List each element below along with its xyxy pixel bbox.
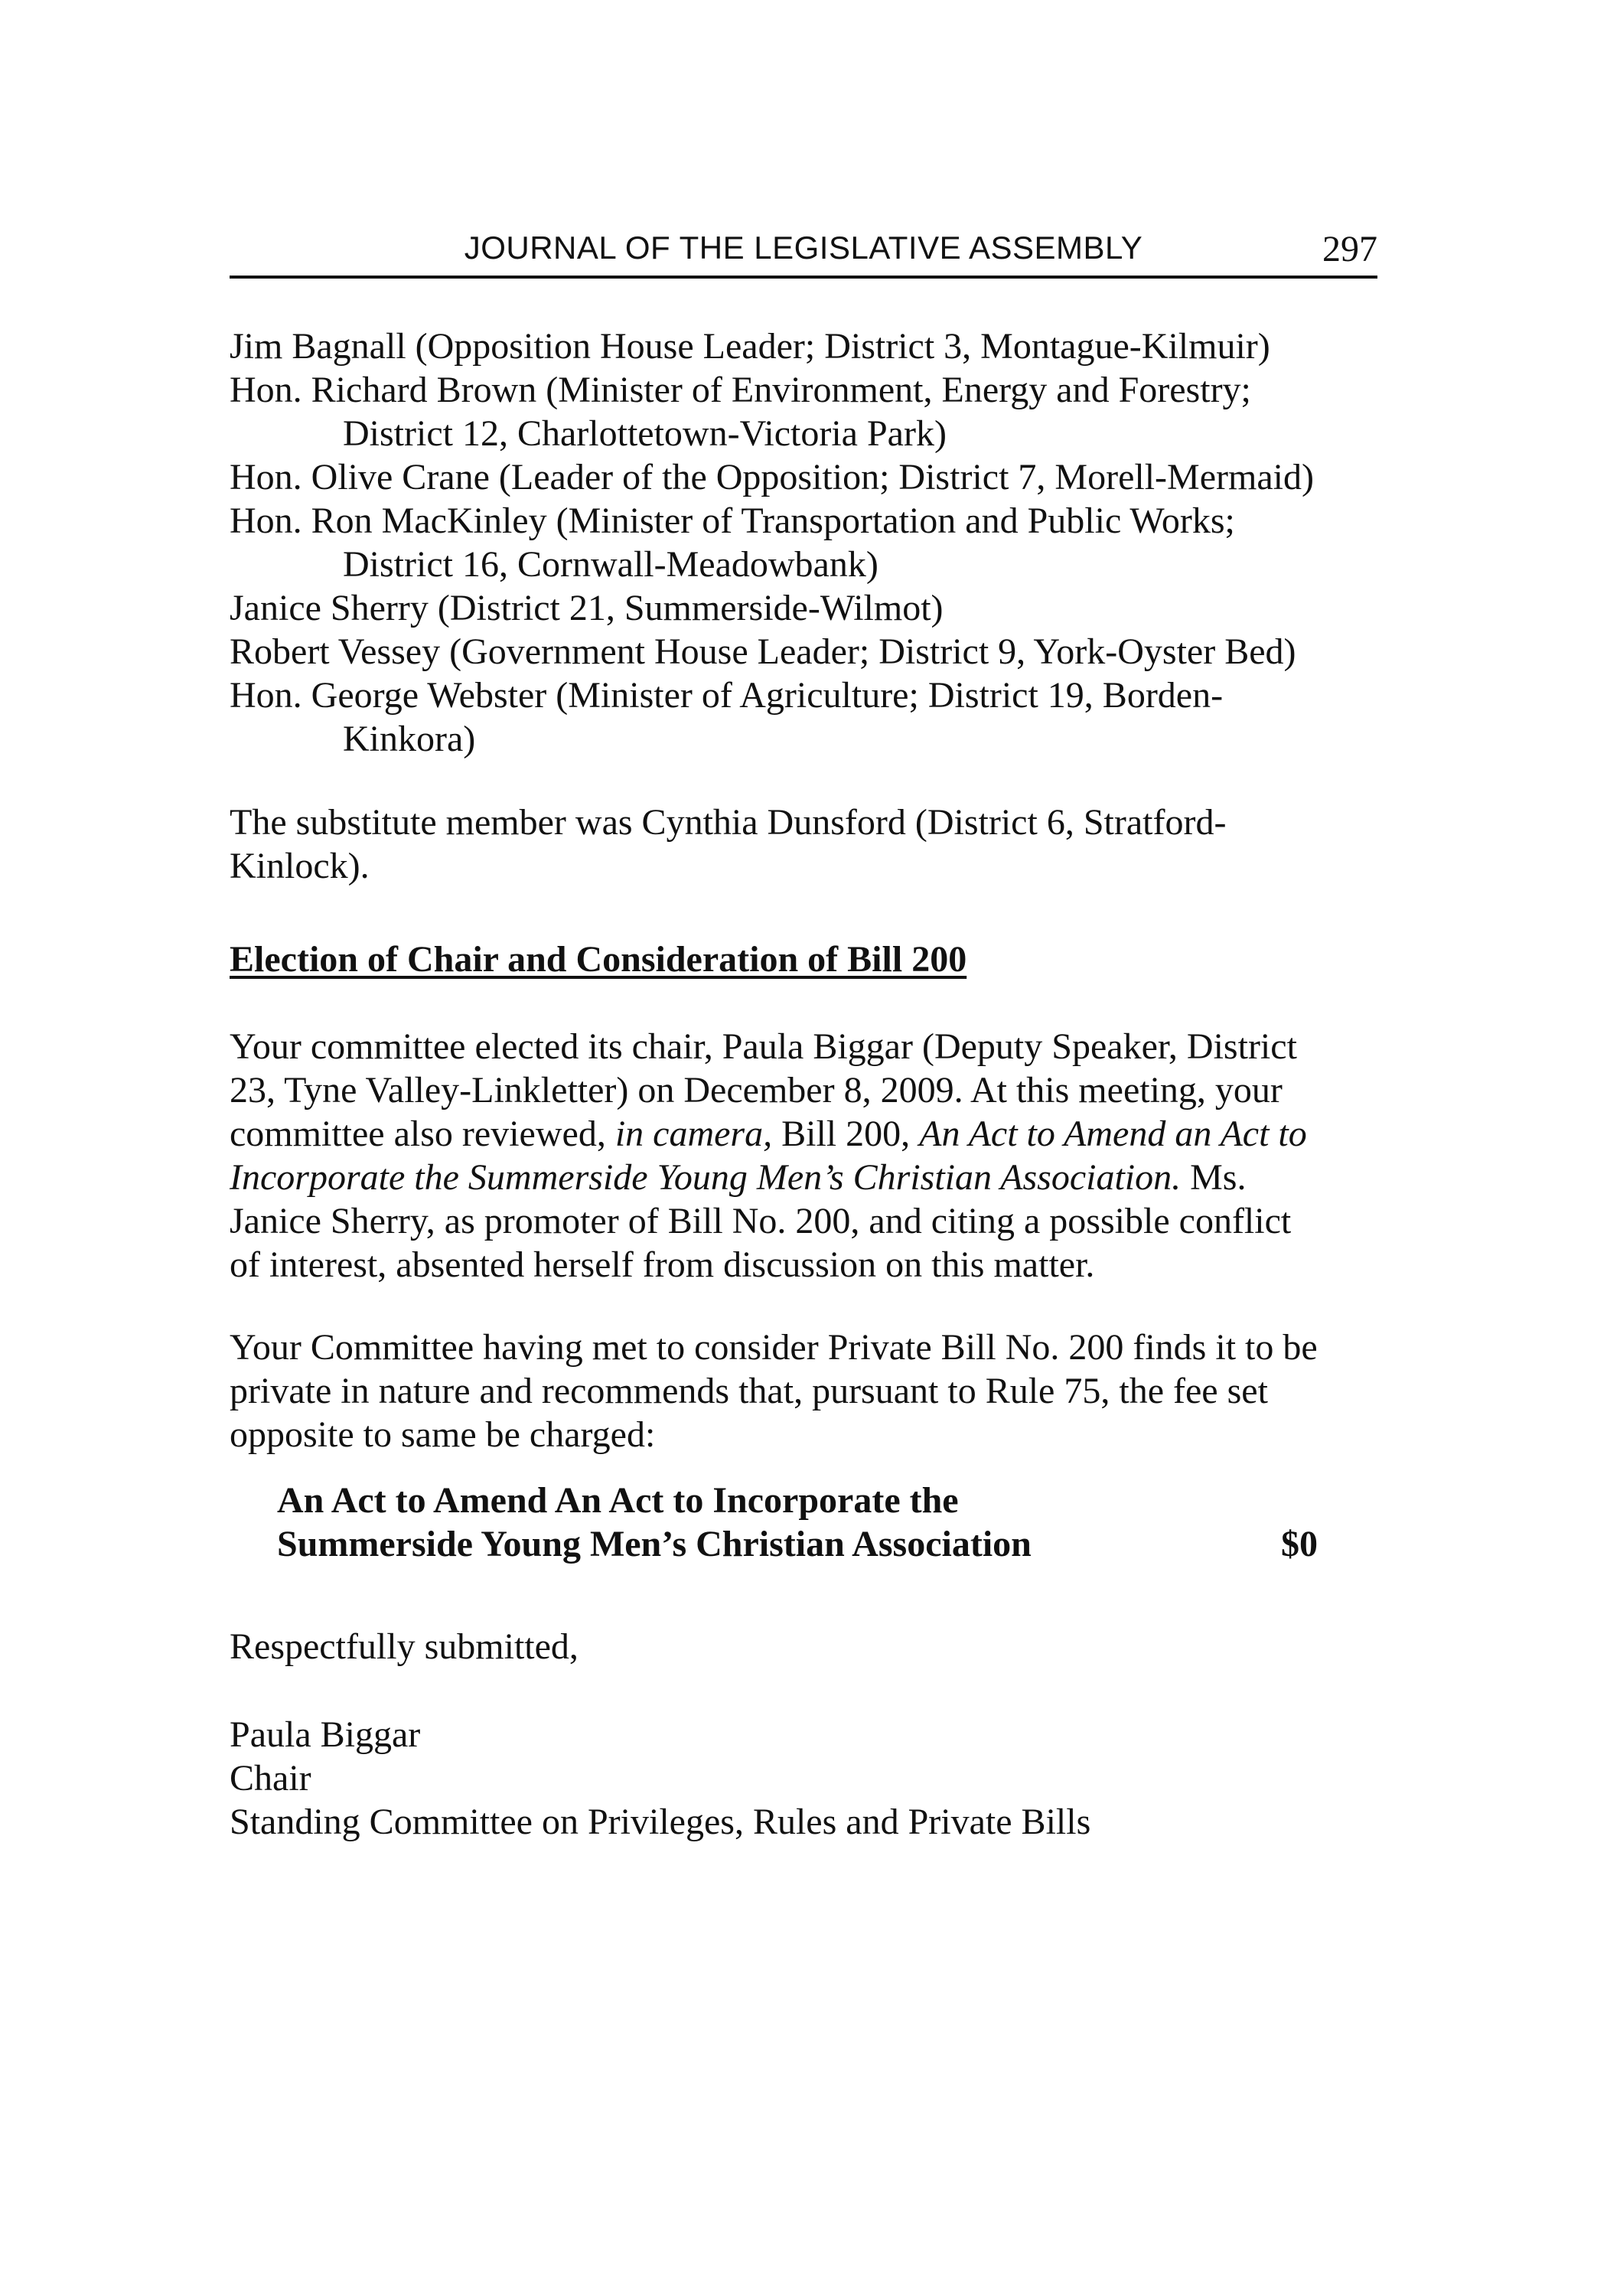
- paragraph-line: [230, 1156, 1377, 1199]
- member-line: Hon. Olive Crane (Leader of the Opposition; District 7, Morell-Mermaid): [230, 457, 1314, 497]
- paragraph-line: Your Committee having met to consider Private Bill No. 200 finds it to be: [230, 1327, 1318, 1368]
- bill-title-line: An Act to Amend An Act to Incorporate the: [277, 1480, 959, 1521]
- text-run: Bill 200,: [772, 1114, 920, 1154]
- signatory-role: Chair: [230, 1758, 311, 1799]
- italic-bill-title: Incorporate the Summerside Young Men’s Christian Association.: [230, 1157, 1182, 1198]
- paragraph-line: 23, Tyne Valley-Linkletter) on December 8, 2009. At this meeting, your: [230, 1070, 1283, 1110]
- member-line-continuation: District 12, Charlottetown-Victoria Park): [343, 413, 947, 454]
- member-line: Hon. Ron MacKinley (Minister of Transportation and Public Works;: [230, 501, 1235, 541]
- paragraph-line: Your committee elected its chair, Paula Biggar (Deputy Speaker, District: [230, 1026, 1297, 1067]
- paragraph-line: The substitute member was Cynthia Dunsford (District 6, Stratford-: [230, 802, 1227, 843]
- paragraph-line: [230, 1112, 1377, 1156]
- member-line: Hon. George Webster (Minister of Agriculture; District 19, Borden-: [230, 675, 1224, 716]
- member-line-continuation: District 16, Cornwall-Meadowbank): [343, 544, 878, 585]
- member-line: Jim Bagnall (Opposition House Leader; District 3, Montague-Kilmuir): [230, 326, 1270, 367]
- member-line: Hon. Richard Brown (Minister of Environment, Energy and Forestry;: [230, 370, 1251, 410]
- paragraph-line: opposite to same be charged:: [230, 1414, 656, 1455]
- signatory-name: Paula Biggar: [230, 1714, 421, 1755]
- journal-title: JOURNAL OF THE LEGISLATIVE ASSEMBLY: [464, 230, 1143, 266]
- section-heading: Election of Chair and Consideration of Bill 200: [230, 939, 967, 980]
- bill-title-line: Summerside Young Men’s Christian Association: [277, 1524, 1032, 1564]
- member-line-continuation: Kinkora): [343, 719, 476, 759]
- bill-fee-entry: [277, 1479, 1318, 1566]
- bill-fee-amount: $0: [1281, 1524, 1318, 1564]
- text-run: Ms.: [1181, 1157, 1247, 1198]
- committee-members-list: [230, 325, 1377, 761]
- italic-text: in camera,: [614, 1114, 773, 1154]
- paragraph-line: Kinlock).: [230, 846, 370, 886]
- committee-name: Standing Committee on Privileges, Rules and Private Bills: [230, 1802, 1091, 1842]
- text-run: committee also reviewed,: [230, 1114, 615, 1154]
- page-number: 297: [1322, 229, 1377, 269]
- paragraph-line: private in nature and recommends that, pursuant to Rule 75, the fee set: [230, 1371, 1268, 1411]
- member-line: Robert Vessey (Government House Leader; District 9, York-Oyster Bed): [230, 631, 1296, 672]
- recommendation-paragraph: [230, 1326, 1377, 1456]
- paragraph-line: of interest, absented herself from discussion on this matter.: [230, 1244, 1095, 1285]
- italic-bill-title: An Act to Amend an Act to: [919, 1114, 1307, 1154]
- page-header: [230, 227, 1377, 279]
- member-line: Janice Sherry (District 21, Summerside-Wilmot): [230, 588, 944, 628]
- substitute-member-paragraph: [230, 801, 1377, 888]
- closing-line: Respectfully submitted,: [230, 1626, 579, 1667]
- signature-block: [230, 1713, 1377, 1844]
- election-paragraph: [230, 1025, 1377, 1287]
- paragraph-line: Janice Sherry, as promoter of Bill No. 200, and citing a possible conflict: [230, 1201, 1292, 1241]
